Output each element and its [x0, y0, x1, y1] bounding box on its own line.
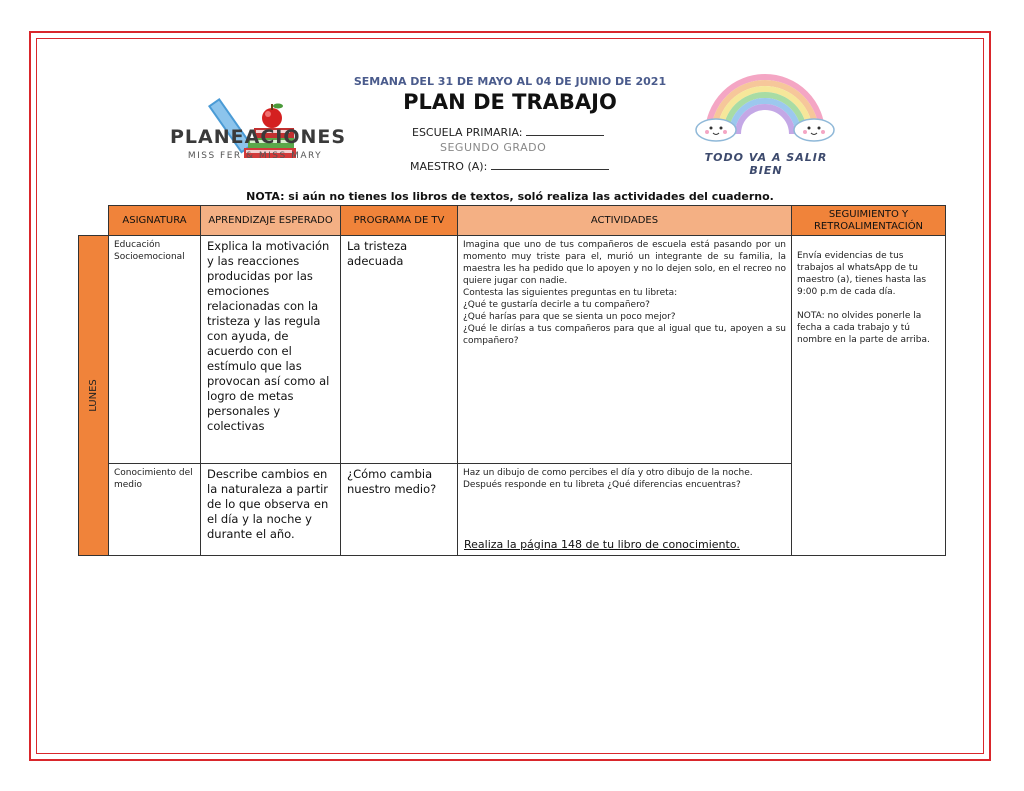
school-label: ESCUELA PRIMARIA:	[412, 126, 523, 139]
teacher-line	[410, 158, 609, 173]
note-label: NOTA:	[246, 190, 285, 203]
week-range: SEMANA DEL 31 DE MAYO AL 04 DE JUNIO DE 2021	[353, 75, 667, 88]
note	[230, 190, 790, 203]
activity-text: Imagina que uno de tus compañeros de escuela está pasando por un momento muy triste para el, murió un integrante de su familia, la maestra les ha pedido que lo apoyen y no lo dejen solo, en el recreo no quiere jugar con nadie.	[463, 240, 786, 286]
page-title: PLAN DE TRABAJO	[403, 90, 617, 114]
day-label: LUNES	[88, 379, 100, 412]
activity-text: Contesta las siguientes preguntas en tu libreta:	[463, 288, 678, 298]
followup-text: Envía evidencias de tus trabajos al whatsApp de tu maestro (a), tienes hasta las 9:00 p.m de cada día.	[797, 251, 927, 297]
activity-text: Haz un dibujo de como percibes el día y otro dibujo de la noche. Después responde en tu libreta ¿Qué diferencias encuentras?	[463, 468, 753, 490]
plan-table	[78, 205, 946, 557]
note-text: si aún no tienes los libros de textos, soló realiza las actividades del cuaderno.	[284, 190, 774, 203]
header-activities: ACTIVIDADES	[457, 205, 792, 236]
grade-label: SEGUNDO GRADO	[440, 141, 547, 154]
book-task: Realiza la página 148 de tu libro de conocimiento.	[464, 538, 740, 551]
row2-learning: Describe cambios en la naturaleza a partir de lo que observa en el día y la noche y durante el año.	[200, 463, 341, 556]
header-subject: ASIGNATURA	[108, 205, 201, 236]
brand-subtitle: MISS FER & MISS MARY	[187, 151, 323, 161]
rainbow-clouds-icon	[690, 52, 840, 152]
teacher-label: MAESTRO (A):	[410, 160, 488, 173]
brand-title: PLANEACIONES	[170, 126, 347, 148]
header-followup: SEGUIMIENTO Y RETROALIMENTACIÓN	[791, 205, 946, 236]
activity-text: ¿Qué le dirías a tus compañeros para que al igual que tu, apoyen a su compañero?	[463, 324, 786, 346]
row1-subject: Educación Socioemocional	[108, 235, 201, 464]
row1-tv: La tristeza adecuada	[340, 235, 458, 464]
row2-subject: Conocimiento del medio	[108, 463, 201, 556]
row2-tv: ¿Cómo cambia nuestro medio?	[340, 463, 458, 556]
header-learning: APRENDIZAJE ESPERADO	[200, 205, 341, 236]
day-column	[78, 235, 109, 556]
school-line	[412, 124, 604, 139]
school-blank	[526, 124, 604, 136]
header-tv: PROGRAMA DE TV	[340, 205, 458, 236]
activity-text: ¿Qué te gustaría decirle a tu compañero?	[463, 300, 650, 310]
slogan: TODO VA A SALIR BIEN	[704, 151, 828, 177]
row1-learning: Explica la motivación y las reacciones producidas por las emociones relacionadas con la tristeza y las regula con ayuda, de acuerdo con el estímulo que las provocan así como al logro de metas personales y colectivas	[200, 235, 341, 464]
activity-text: ¿Qué harías para que se sienta un poco mejor?	[463, 312, 676, 322]
followup-cell	[791, 235, 946, 556]
followup-note: NOTA: no olvides ponerle la fecha a cada trabajo y tú nombre en la parte de arriba.	[797, 311, 930, 345]
teacher-blank	[491, 158, 609, 170]
row1-activities	[457, 235, 792, 464]
